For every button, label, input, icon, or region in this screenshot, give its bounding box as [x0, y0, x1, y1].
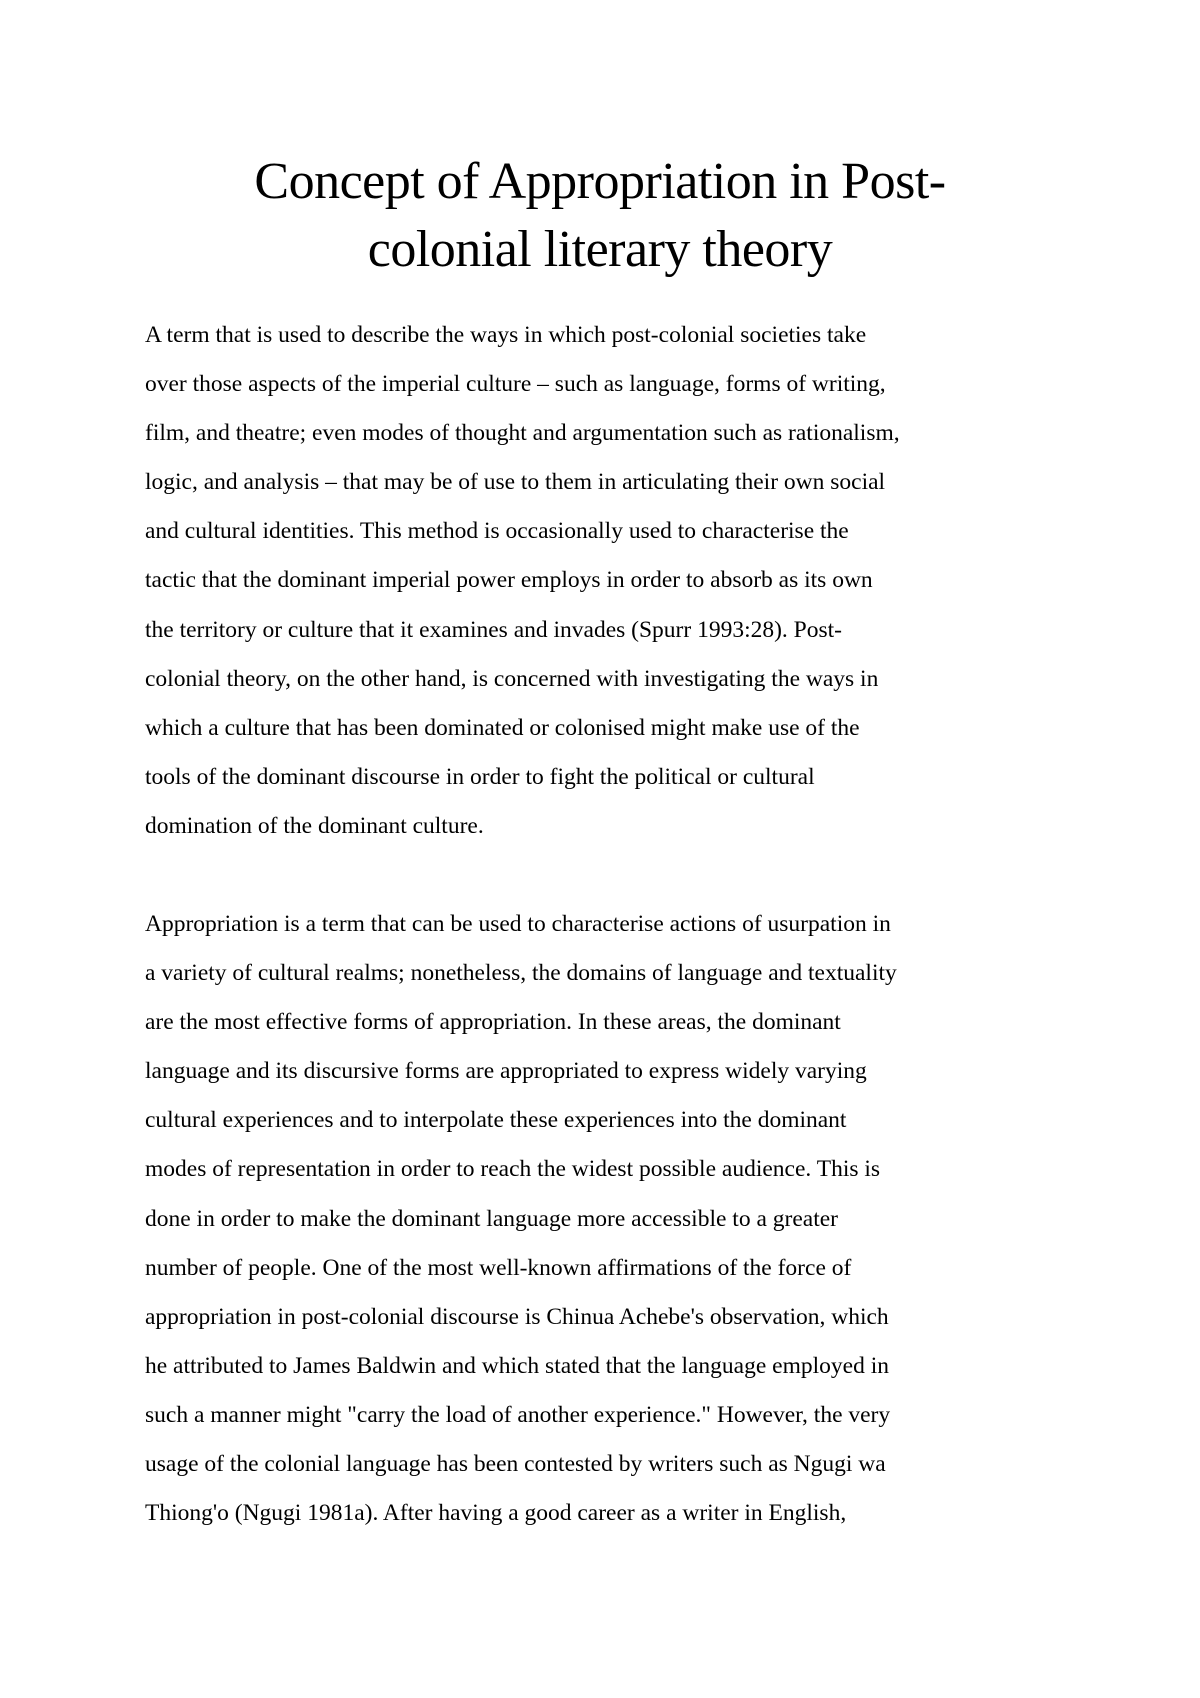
text-line: and cultural identities. This method is occasionally used to characterise the: [145, 518, 849, 545]
text-line: the territory or culture that it examines and invades (Spurr 1993:28). Post-: [145, 616, 843, 643]
text-line: modes of representation in order to reach the widest possible audience. This is: [145, 1156, 881, 1183]
text-line: language and its discursive forms are appropriated to express widely varying: [145, 1058, 867, 1085]
text-line: Thiong'o (Ngugi 1981a). After having a good career as a writer in English,: [145, 1500, 847, 1527]
text-line: domination of the dominant culture.: [145, 812, 484, 839]
text-line: usage of the colonial language has been contested by writers such as Ngugi wa: [145, 1451, 886, 1478]
title-line: Concept of Appropriation in Post-: [254, 153, 946, 210]
text-line: tools of the dominant discourse in order to fight the political or cultural: [145, 763, 815, 790]
text-line: done in order to make the dominant language more accessible to a greater: [145, 1205, 838, 1232]
text-line: appropriation in post-colonial discourse is Chinua Achebe's observation, which: [145, 1303, 889, 1330]
text-line: cultural experiences and to interpolate these experiences into the dominant: [145, 1107, 847, 1134]
text-line: Appropriation is a term that can be used to characterise actions of usurpation in: [145, 911, 891, 937]
text-line: number of people. One of the most well-known affirmations of the force of: [145, 1254, 852, 1281]
text-line: logic, and analysis – that may be of use to them in articulating their own social: [145, 469, 886, 496]
title-line: colonial literary theory: [367, 221, 833, 278]
text-line: are the most effective forms of appropriation. In these areas, the dominant: [145, 1009, 841, 1036]
text-line: A term that is used to describe the ways in which post-colonial societies take: [145, 322, 867, 348]
text-line: he attributed to James Baldwin and which stated that the language employed in: [145, 1352, 889, 1379]
text-line: such a manner might "carry the load of another experience." However, the very: [145, 1401, 891, 1428]
text-line: film, and theatre; even modes of thought and argumentation such as rationalism,: [145, 420, 900, 447]
text-line: tactic that the dominant imperial power employs in order to absorb as its own: [145, 567, 873, 594]
paragraph-2: [145, 900, 1070, 1538]
text-line: colonial theory, on the other hand, is concerned with investigating the ways in: [145, 665, 879, 692]
text-line: a variety of cultural realms; nonetheless, the domains of language and textuality: [145, 960, 897, 987]
document-title: [0, 148, 1200, 284]
paragraph-1: [145, 311, 1070, 851]
text-line: which a culture that has been dominated or colonised might make use of the: [145, 714, 860, 741]
text-line: over those aspects of the imperial culture – such as language, forms of writing,: [145, 371, 886, 398]
